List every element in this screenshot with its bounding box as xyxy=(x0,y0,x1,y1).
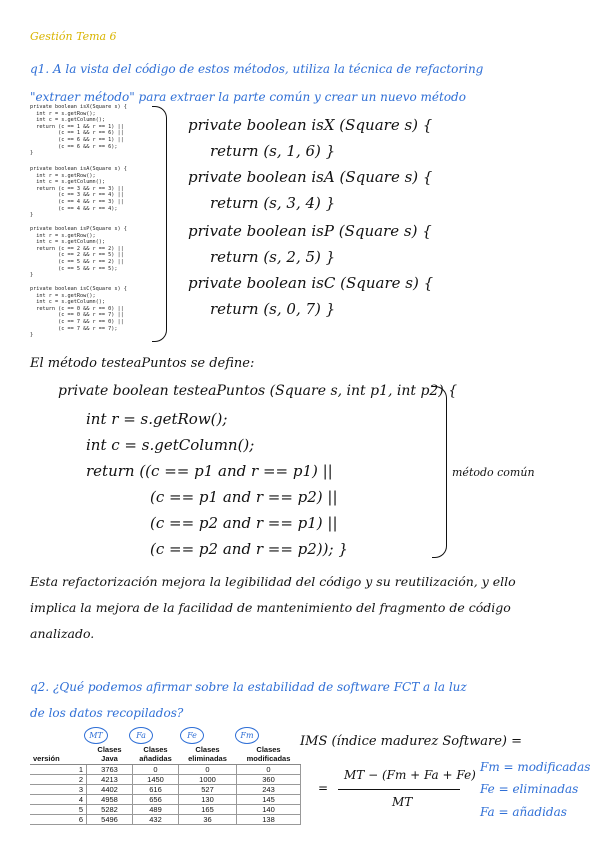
code-line: int c = s.getColumn(); xyxy=(30,239,105,246)
method-isP-body: return (s, 2, 5) } xyxy=(210,248,336,266)
code-line: (c == 7 && r == 0) || xyxy=(30,318,124,325)
code-line: (c == 5 && r == 2) || xyxy=(30,258,124,265)
table-cell: 6 xyxy=(30,815,87,825)
question-1-line-2: "extraer método" para extraer la parte común y crear un nuevo método xyxy=(30,90,466,104)
code-line: return (c == 3 && r == 3) || xyxy=(30,185,124,192)
table-cell: 616 xyxy=(133,785,179,795)
circle-fe: Fe xyxy=(180,727,204,744)
conclusion-line-2: implica la mejora de la facilidad de mantenimiento del fragmento de código xyxy=(30,600,511,615)
table-cell: 5282 xyxy=(87,805,133,815)
code-line: } xyxy=(30,332,34,339)
table-cell: 360 xyxy=(237,775,301,785)
column-header: versión xyxy=(30,744,87,765)
legend-fm: Fm = modificadas xyxy=(480,760,591,774)
column-header: Clases eliminadas xyxy=(179,744,237,765)
method-isC-signature: private boolean isC (Square s) { xyxy=(188,274,434,292)
formula-equals: = xyxy=(318,781,329,795)
code-line: (c == 6 && r == 6); xyxy=(30,143,118,150)
table-cell: 1000 xyxy=(179,775,237,785)
testeaPuntos-line-cond4: (c == p2 and r == p2)); } xyxy=(150,540,348,558)
fraction-line xyxy=(338,789,460,790)
testeaPuntos-line-column: int c = s.getColumn(); xyxy=(86,436,255,454)
page-title: Gestión Tema 6 xyxy=(30,30,117,43)
table-cell: 4958 xyxy=(87,795,133,805)
code-line: (c == 1 && r == 6) || xyxy=(30,130,124,137)
table-cell: 1450 xyxy=(133,775,179,785)
metodo-comun-annotation: método común xyxy=(452,466,535,479)
testeaPuntos-line-return: return ((c == p1 and r == p1) || xyxy=(86,462,333,480)
table-cell: 0 xyxy=(133,765,179,775)
legend-fa: Fa = añadidas xyxy=(480,805,567,819)
table-cell: 4402 xyxy=(87,785,133,795)
code-line: int c = s.getColumn(); xyxy=(30,299,105,306)
table-cell: 140 xyxy=(237,805,301,815)
formula-numerator: MT − (Fm + Fa + Fe) xyxy=(344,768,476,782)
table-row xyxy=(30,815,301,825)
circle-fm: Fm xyxy=(235,727,259,744)
column-header: Clases añadidas xyxy=(133,744,179,765)
code-line: } xyxy=(30,272,34,279)
circle-mt: MT xyxy=(84,727,108,744)
code-line: int r = s.getRow(); xyxy=(30,110,96,117)
conclusion-line-1: Esta refactorización mejora la legibilidad del código y su reutilización, y ello xyxy=(30,574,516,589)
code-block-isA xyxy=(30,166,127,219)
code-line: private boolean isX(Square s) { xyxy=(30,104,127,110)
table-header-row xyxy=(30,744,301,765)
table-row xyxy=(30,795,301,805)
code-line: (c == 6 && r == 1) || xyxy=(30,136,124,143)
code-line: return (c == 2 && r == 2) || xyxy=(30,245,124,252)
table-row xyxy=(30,775,301,785)
table-cell: 3763 xyxy=(87,765,133,775)
table-cell: 5496 xyxy=(87,815,133,825)
code-block-isC xyxy=(30,286,127,339)
table-cell: 0 xyxy=(179,765,237,775)
table-cell: 138 xyxy=(237,815,301,825)
method-isC-body: return (s, 0, 7) } xyxy=(210,300,336,318)
table-cell: 5 xyxy=(30,805,87,815)
ims-label: IMS (índice madurez Software) = xyxy=(300,734,522,749)
testeaPuntos-signature: private boolean testeaPuntos (Square s, int p1, int p2) { xyxy=(58,383,458,399)
question-2-line-1: q2. ¿Qué podemos afirmar sobre la estabilidad de software FCT a la luz xyxy=(30,680,467,694)
column-header: Clases modificadas xyxy=(237,744,301,765)
code-line: int r = s.getRow(); xyxy=(30,292,96,299)
code-bracket xyxy=(152,106,167,342)
testeaPuntos-line-cond3: (c == p2 and r == p1) || xyxy=(150,514,338,532)
table-cell: 656 xyxy=(133,795,179,805)
code-line: (c == 4 && r == 3) || xyxy=(30,198,124,205)
table-cell: 527 xyxy=(179,785,237,795)
metodo-bracket xyxy=(432,386,447,558)
code-line: } xyxy=(30,150,34,157)
code-line: return (c == 1 && r == 1) || xyxy=(30,123,124,130)
code-line: (c == 2 && r == 5) || xyxy=(30,252,124,259)
code-line: int c = s.getColumn(); xyxy=(30,179,105,186)
code-block-isX xyxy=(30,104,127,157)
testeaPuntos-line-cond2: (c == p1 and r == p2) || xyxy=(150,488,338,506)
code-line: (c == 5 && r == 5); xyxy=(30,265,118,272)
method-isX-body: return (s, 1, 6) } xyxy=(210,142,336,160)
version-table xyxy=(30,744,301,825)
code-line: int r = s.getRow(); xyxy=(30,172,96,179)
table-cell: 165 xyxy=(179,805,237,815)
table-cell: 3 xyxy=(30,785,87,795)
column-header: Clases Java xyxy=(87,744,133,765)
legend-fe: Fe = eliminadas xyxy=(480,782,579,796)
question-2-line-2: de los datos recopilados? xyxy=(30,706,184,720)
table-cell: 432 xyxy=(133,815,179,825)
method-isA-signature: private boolean isA (Square s) { xyxy=(188,168,433,186)
table-row xyxy=(30,805,301,815)
formula-denominator: MT xyxy=(392,795,413,809)
code-block-isP xyxy=(30,226,127,279)
method-isP-signature: private boolean isP (Square s) { xyxy=(188,222,432,240)
code-line: private boolean isP(Square s) { xyxy=(30,226,127,232)
table-cell: 4 xyxy=(30,795,87,805)
code-line: (c == 4 && r == 4); xyxy=(30,205,118,212)
table-cell: 145 xyxy=(237,795,301,805)
metodo-title: El método testeaPuntos se define: xyxy=(30,356,255,371)
code-line: (c == 0 && r == 7) || xyxy=(30,312,124,319)
table-cell: 36 xyxy=(179,815,237,825)
method-isA-body: return (s, 3, 4) } xyxy=(210,194,336,212)
code-line: int r = s.getRow(); xyxy=(30,232,96,239)
table-cell: 243 xyxy=(237,785,301,795)
testeaPuntos-line-row: int r = s.getRow(); xyxy=(86,410,228,428)
code-line: } xyxy=(30,212,34,219)
conclusion-line-3: analizado. xyxy=(30,626,95,641)
table-cell: 1 xyxy=(30,765,87,775)
table-cell: 4213 xyxy=(87,775,133,785)
code-line: return (c == 0 && r == 0) || xyxy=(30,305,124,312)
code-line: (c == 3 && r == 4) || xyxy=(30,192,124,199)
code-line: (c == 7 && r == 7); xyxy=(30,325,118,332)
code-line: private boolean isC(Square s) { xyxy=(30,286,127,292)
circle-fa: Fa xyxy=(129,727,153,744)
table-cell: 130 xyxy=(179,795,237,805)
table-row xyxy=(30,785,301,795)
question-1-line-1: q1. A la vista del código de estos métodos, utiliza la técnica de refactoring xyxy=(30,62,484,76)
table-cell: 0 xyxy=(237,765,301,775)
code-line: private boolean isA(Square s) { xyxy=(30,166,127,172)
table-row xyxy=(30,765,301,775)
method-isX-signature: private boolean isX (Square s) { xyxy=(188,116,433,134)
code-line: int c = s.getColumn(); xyxy=(30,117,105,124)
table-cell: 489 xyxy=(133,805,179,815)
table-cell: 2 xyxy=(30,775,87,785)
